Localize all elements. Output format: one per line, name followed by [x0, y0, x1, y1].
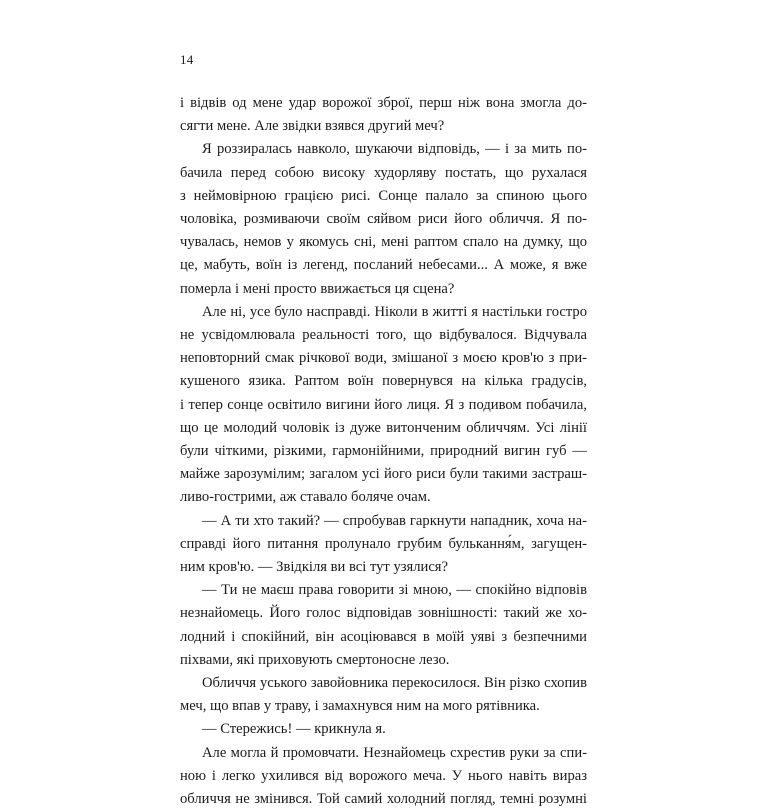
- text-line: майже зарозумілим; загалом усі його риси були такими застраш-: [180, 466, 587, 483]
- text-line: неповторний смак річкової води, змішаної з моєю кров'ю з при-: [180, 350, 587, 367]
- text-line: ливо-гострими, аж ставало боляче очам.: [180, 489, 431, 506]
- text-line: і відвів од мене удар ворожої зброї, перш ніж вона змогла до-: [180, 95, 587, 111]
- text-line: не усвідомлювала реальності того, що відбувалося. Відчувала: [180, 327, 587, 344]
- text-line: Але ні, усе було насправді. Ніколи в житті я настільки гостро: [202, 303, 587, 320]
- text-line: були чіткими, різкими, гармонійними, природний вигин губ —: [180, 443, 587, 460]
- text-line: — Стережись! — крикнула я.: [202, 721, 386, 738]
- body-text: [180, 92, 587, 811]
- text-line: ною і легко ухилився від ворожого меча. У нього навіть вираз: [180, 767, 587, 784]
- text-line: і тепер сонце освітило вигини його лиця. Я з подивом побачила,: [180, 396, 587, 413]
- text-line: кушеного язика. Раптом воїн повернувся на кілька градусів,: [180, 373, 587, 390]
- text-line: — Ти не маєш права говорити зі мною, — спокійно відповів: [202, 582, 587, 599]
- text-line: чоловіка, розмиваючи своїм сяйвом риси його обличчя. Я по-: [180, 211, 587, 228]
- text-line: піхвами, які приховують смертоносне лезо.: [180, 651, 450, 668]
- text-line: справді його питання пролунало грубим булькання́м, загущен-: [180, 535, 587, 552]
- page-number: 14: [180, 52, 194, 67]
- text-line: ним кров'ю. — Звідкіля ви всі тут узялися?: [180, 559, 448, 576]
- text-line: Але могла й промовчати. Незнайомець схрестив руки за спи-: [202, 744, 587, 761]
- text-line: лодний і спокійний, він асоціювався в моїй уяві з безпечними: [180, 628, 587, 645]
- text-line: бачила перед собою високу худорляву постать, що рухалася: [180, 164, 587, 181]
- text-line: це, мабуть, воїн із легенд, посланий небесами... А може, я вже: [180, 257, 587, 274]
- text-line: меч, що впав у траву, і замахнувся ним на мого рятівника.: [180, 698, 540, 715]
- text-line: що це молодий чоловік із дуже витонченим обличчям. Усі лінії: [180, 419, 587, 436]
- text-line: — А ти хто такий? — спробував гаркнути нападник, хоча на-: [202, 512, 587, 529]
- text-line: обличчя не змінився. Той самий холодний погляд, темні розумні: [180, 791, 587, 808]
- text-line: сягти мене. Але звідки взявся другий меч?: [180, 118, 445, 135]
- text-line: з неймовірною грацією рисі. Сонце палало за спиною цього: [180, 187, 587, 204]
- text-line: померла і мені просто ввижається ця сцена?: [180, 280, 455, 297]
- text-line: чувалась, немов у якомусь сні, мені раптом спало на думку, що: [180, 234, 587, 251]
- text-line: незнайомець. Його голос відповідав зовнішності: такий же хо-: [180, 605, 587, 622]
- text-line: Я роззиралась навколо, шукаючи відповідь, — і за мить по-: [202, 141, 587, 158]
- text-line: Обличчя уського завойовника перекосилося. Він різко схопив: [202, 675, 587, 692]
